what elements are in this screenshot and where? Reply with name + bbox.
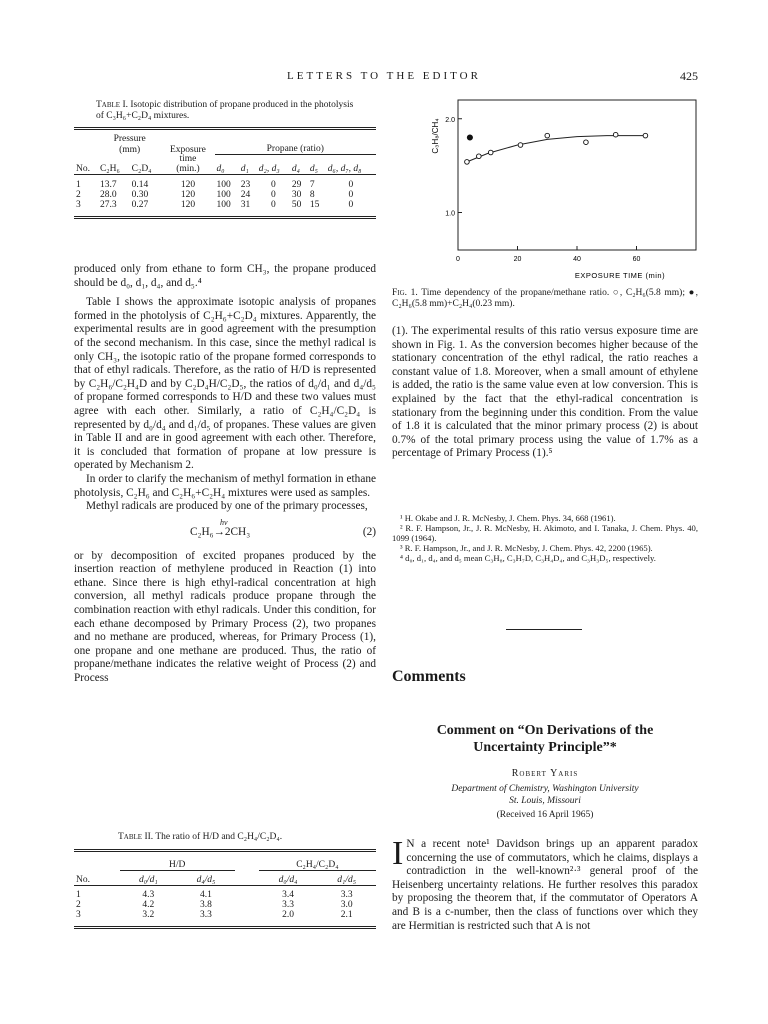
table2-caption [74, 832, 376, 843]
table1-h-d1: d₁ [240, 163, 249, 174]
footnote: ² R. F. Hampson, Jr., J. R. McNesby, H. Akimoto, and I. Tanaka, J. Chem. Phys. 40, 1099 (1964). [392, 523, 698, 543]
table-cell: 2 [76, 900, 81, 910]
figure1-caption [392, 288, 698, 310]
table-cell: 3.2 [142, 910, 155, 920]
affiliation [392, 783, 698, 807]
open-data-point [518, 143, 523, 148]
equation-hv: hν [220, 517, 228, 527]
x-tick-label: 40 [573, 256, 581, 263]
table-cell: 23 [240, 179, 251, 190]
affiliation-line: St. Louis, Missouri [509, 796, 581, 806]
x-axis-label: EXPOSURE TIME (min) [574, 271, 666, 280]
table2-h-d0d1: d₀/d₁ [138, 875, 158, 885]
table-cell: 7 [309, 179, 315, 190]
table-cell: 2.0 [282, 910, 294, 920]
section-heading: Comments [392, 668, 466, 685]
table2-bottom-rule [74, 926, 376, 929]
table-cell: 120 [180, 199, 196, 210]
tick-group [445, 117, 640, 263]
table2-caption-label: Table II. [118, 832, 154, 842]
table-cell: 4.3 [142, 890, 155, 900]
open-data-point [545, 133, 550, 138]
table-cell: 4.2 [142, 900, 155, 910]
table-row [74, 180, 376, 190]
table-row [74, 190, 376, 200]
table1-block [74, 100, 376, 219]
paragraph: In order to clarify the mechanism of methyl formation in ethane photolysis, C₂H₆ and C₂H₆+C₂H₄ mixtures were used as samples. [74, 472, 376, 499]
table-cell: 100 [216, 179, 231, 190]
paragraph: or by decomposition of excited propanes produced by the insertion reaction of methylene produced in Reaction (1) into ethane. Since there is high ethyl-radical concentration at high conversion, all methyl radicals produce propane through the combination reaction with ethyl radicals. Under this condition, for each ethane decomposed by Primary Process (2), two propanes and no methane are produced, whereas, for Primary Process (1), one propane and one methane are produced. Thus, the ratio of propane/methane indicates the relative weight of Process (2) and Process [74, 549, 376, 685]
open-data-point [477, 154, 482, 159]
table-row [74, 900, 376, 910]
table2-top-rule [74, 849, 376, 852]
table-row [74, 910, 376, 920]
article-title-line: Comment on “On Derivations of the [436, 723, 654, 738]
table1-h-no: No. [76, 163, 90, 174]
table-cell: 30 [291, 189, 302, 200]
x-tick-label: 0 [456, 256, 460, 263]
comment-body-text: N a recent note¹ Davidson brings up an apparent paradox concerning the use of commutators, which he claims, displays a contradiction in the well-known²·³ general proof of the Heisenberg uncertainty relations. He further resolves this paradox by proposing the theorem that, if the commutator of Operators A and B is a c-number, then the class of functions over which they are Hermitian is restricted such that A is not [392, 838, 698, 932]
article-title [392, 722, 698, 756]
page-number: 425 [680, 69, 698, 83]
table-cell: 0 [348, 199, 354, 210]
table2-h-hd: H/D [120, 860, 235, 871]
running-title: LETTERS TO THE EDITOR [287, 70, 481, 82]
table-cell: 24 [240, 189, 251, 200]
comment-body [392, 835, 698, 933]
filled-data-point [467, 135, 472, 140]
table-cell: 0 [348, 179, 354, 190]
open-data-point [643, 133, 648, 138]
right-column-text [392, 325, 698, 461]
table-cell: 27.3 [99, 199, 117, 210]
table-cell: 1 [76, 179, 81, 190]
equation-2 [74, 516, 376, 546]
y-tick-label: 2.0 [445, 116, 455, 124]
paragraph: Table I shows the approximate isotopic analysis of propanes formed in the photolysis of C₂H₆+C₂D₄ mixtures. Apparently, the experimental results are in good agreement with the presumption of the second mechanism. In this case, since the methyl radical is only CH₃, the isotopic ratio of the propane formed corresponds to that of ethyl radicals. Therefore, as the ratio of H/D is represented by C₂H₆/C₂H₄D and by C₂D₄H/C₂D₅, the ratios of d₀/d₁ and d₄/d₅ of propane formed corresponds to H/D and these two values must agree with each other. Similarly, a ratio of C₂H₄/C₂D₄ is represented by d₀/d₄ and d₁/d₅ of propanes. These values are given in Table II and are in good agreement with each other. Therefore, it is concluded that formation of propane at low pressure is operated by Mechanism 2. [74, 296, 376, 472]
footnote: ³ R. F. Hampson, Jr., and J. R. McNesby, J. Chem. Phys. 42, 2200 (1965). [400, 543, 653, 553]
table-cell: 3.3 [340, 890, 353, 900]
table-cell: 100 [216, 199, 231, 210]
table2-block [74, 832, 376, 929]
table2-h-d0d4: d₀/d₄ [278, 875, 298, 885]
y-tick-label: 1.0 [445, 210, 455, 218]
paragraph: Methyl radicals are produced by one of the primary processes, [86, 500, 368, 513]
table-cell: 0.14 [131, 179, 149, 190]
footnotes [392, 513, 698, 563]
table-cell: 1 [76, 890, 81, 900]
open-data-point [584, 140, 589, 145]
table2-h-d4d5: d₄/d₅ [196, 875, 216, 885]
table-cell: 0.27 [131, 199, 149, 210]
table-cell: 4.1 [200, 890, 212, 900]
table-cell: 0.30 [131, 189, 149, 200]
open-data-point [488, 150, 493, 155]
table1-h-propane: Propane (ratio) [215, 144, 377, 155]
table1-h-pressure: Pressure [113, 134, 146, 144]
table-cell: 3 [76, 910, 81, 920]
table1-h-d4: d₄ [291, 163, 300, 174]
open-data-point [465, 160, 470, 165]
article-title-line: Uncertainty Principle”* [473, 740, 617, 755]
table-cell: 3.8 [200, 900, 212, 910]
table-cell: 3.3 [200, 910, 212, 920]
footnote: ¹ H. Okabe and J. R. McNesby, J. Chem. Phys. 34, 668 (1961). [400, 513, 616, 523]
table1-h-c2d4: C₂D₄ [131, 163, 152, 174]
table-row [74, 200, 376, 210]
table2-h-d1d5: d₁/d₅ [337, 875, 357, 885]
table-cell: 2 [76, 189, 81, 200]
table-cell: 0 [270, 189, 276, 200]
table-cell: 2.1 [340, 910, 353, 920]
table-cell: 0 [270, 199, 276, 210]
table1-h-mm: (mm) [119, 144, 141, 155]
received-date: (Received 16 April 1965) [496, 810, 594, 820]
table-cell: 0 [270, 179, 276, 190]
table1-caption [74, 100, 376, 122]
table1-caption-text: Isotopic distribution of propane produced in the photolysis of C₃H₆+C₂D₄ mixtures. [96, 100, 354, 121]
x-tick-label: 20 [513, 256, 522, 263]
footnote: ⁴ d₀, d₁, d₄, and d₅ mean C₃H₈, C₃H₇D, C₃H₄D₄, and C₃H₃D₅, respectively. [400, 553, 656, 563]
table1-h-d5: d₅ [309, 163, 318, 174]
table-cell: 8 [309, 189, 315, 200]
table-cell: 31 [240, 199, 251, 210]
table1-h-d6: d₆, d₇, d₈ [327, 163, 362, 174]
table2-h-c2: C₂H₄/C₂D₄ [259, 860, 376, 871]
table-cell: 120 [180, 189, 196, 200]
marks-group [465, 132, 648, 164]
figure1-caption-label: Fig. 1. [392, 288, 418, 298]
table-cell: 3 [76, 199, 81, 210]
table-cell: 3.4 [282, 890, 294, 900]
left-column-text [74, 263, 376, 686]
table-cell: 29 [291, 179, 302, 190]
table-cell: 15 [309, 199, 320, 210]
section-divider [506, 629, 582, 630]
table1-h-c2h6: C₂H₆ [99, 163, 120, 174]
equation-number: (2) [362, 525, 376, 538]
drop-cap: I [392, 835, 404, 872]
table-cell: 13.7 [99, 179, 117, 190]
table-cell: 0 [348, 189, 354, 200]
open-data-point [613, 132, 618, 137]
table1-h-min: (min.) [176, 163, 200, 174]
equation-body: C₂H₆→2CH₃ [190, 525, 251, 538]
table1-top-rule [74, 127, 376, 130]
table1-bottom-rule [74, 216, 376, 219]
table1 [74, 134, 376, 210]
table-row [74, 890, 376, 900]
table-cell: 120 [180, 179, 196, 190]
plot-frame [458, 100, 696, 250]
figure1-caption-text: Time dependency of the propane/methane ratio. ○, C₂H₆(5.8 mm); ●, C₂H₆(5.8 mm)+C₂H₄(0.23 mm). [392, 288, 698, 309]
paragraph: produced only from ethane to form CH₃, the propane produced should be d₀, d₁, d₄, and d₅.⁴ [74, 263, 376, 289]
table1-h-d0: d₀ [216, 163, 225, 174]
affiliation-line: Department of Chemistry, Washington University [451, 784, 639, 794]
trend-line [467, 136, 646, 162]
table2 [74, 860, 376, 920]
table2-caption-text: The ratio of H/D and C₂H₄/C₂D₄. [155, 832, 283, 842]
table2-h-no: No. [76, 875, 90, 885]
author-name: Robert Yaris [511, 768, 579, 779]
table-cell: 100 [216, 189, 231, 200]
figure1-chart [412, 96, 702, 282]
table1-caption-label: Table I. [96, 100, 128, 110]
paragraph: (1). The experimental results of this ratio versus exposure time are shown in Fig. 1. As the conversion becomes higher because of the stationary concentration of the ethyl radical, the ratio reaches a constant value of 1.8. Moreover, when a small amount of ethylene is added, the ratio is the same value even at low conversion. This is explained by the fact that the ethyl-radical concentration is stationary from the beginning under this condition. From the value of 1.8 it is calculated that the minor primary process (2) is about 0.7% of the total primary process using the value of 1.7% as a percentage of Primary Process (1).⁵ [392, 325, 698, 460]
x-tick-label: 60 [632, 256, 641, 263]
table-cell: 28.0 [99, 189, 117, 200]
table1-h-exposure: Exposure [170, 144, 206, 155]
table1-h-d2d3: d₂, d₃ [258, 163, 280, 174]
table-cell: 3.3 [282, 900, 294, 910]
table1-h-time: time [179, 153, 197, 164]
y-axis-label: C₃H₈/CH₄ [431, 118, 440, 154]
table-cell: 3.0 [340, 900, 353, 910]
table-cell: 50 [291, 199, 302, 210]
